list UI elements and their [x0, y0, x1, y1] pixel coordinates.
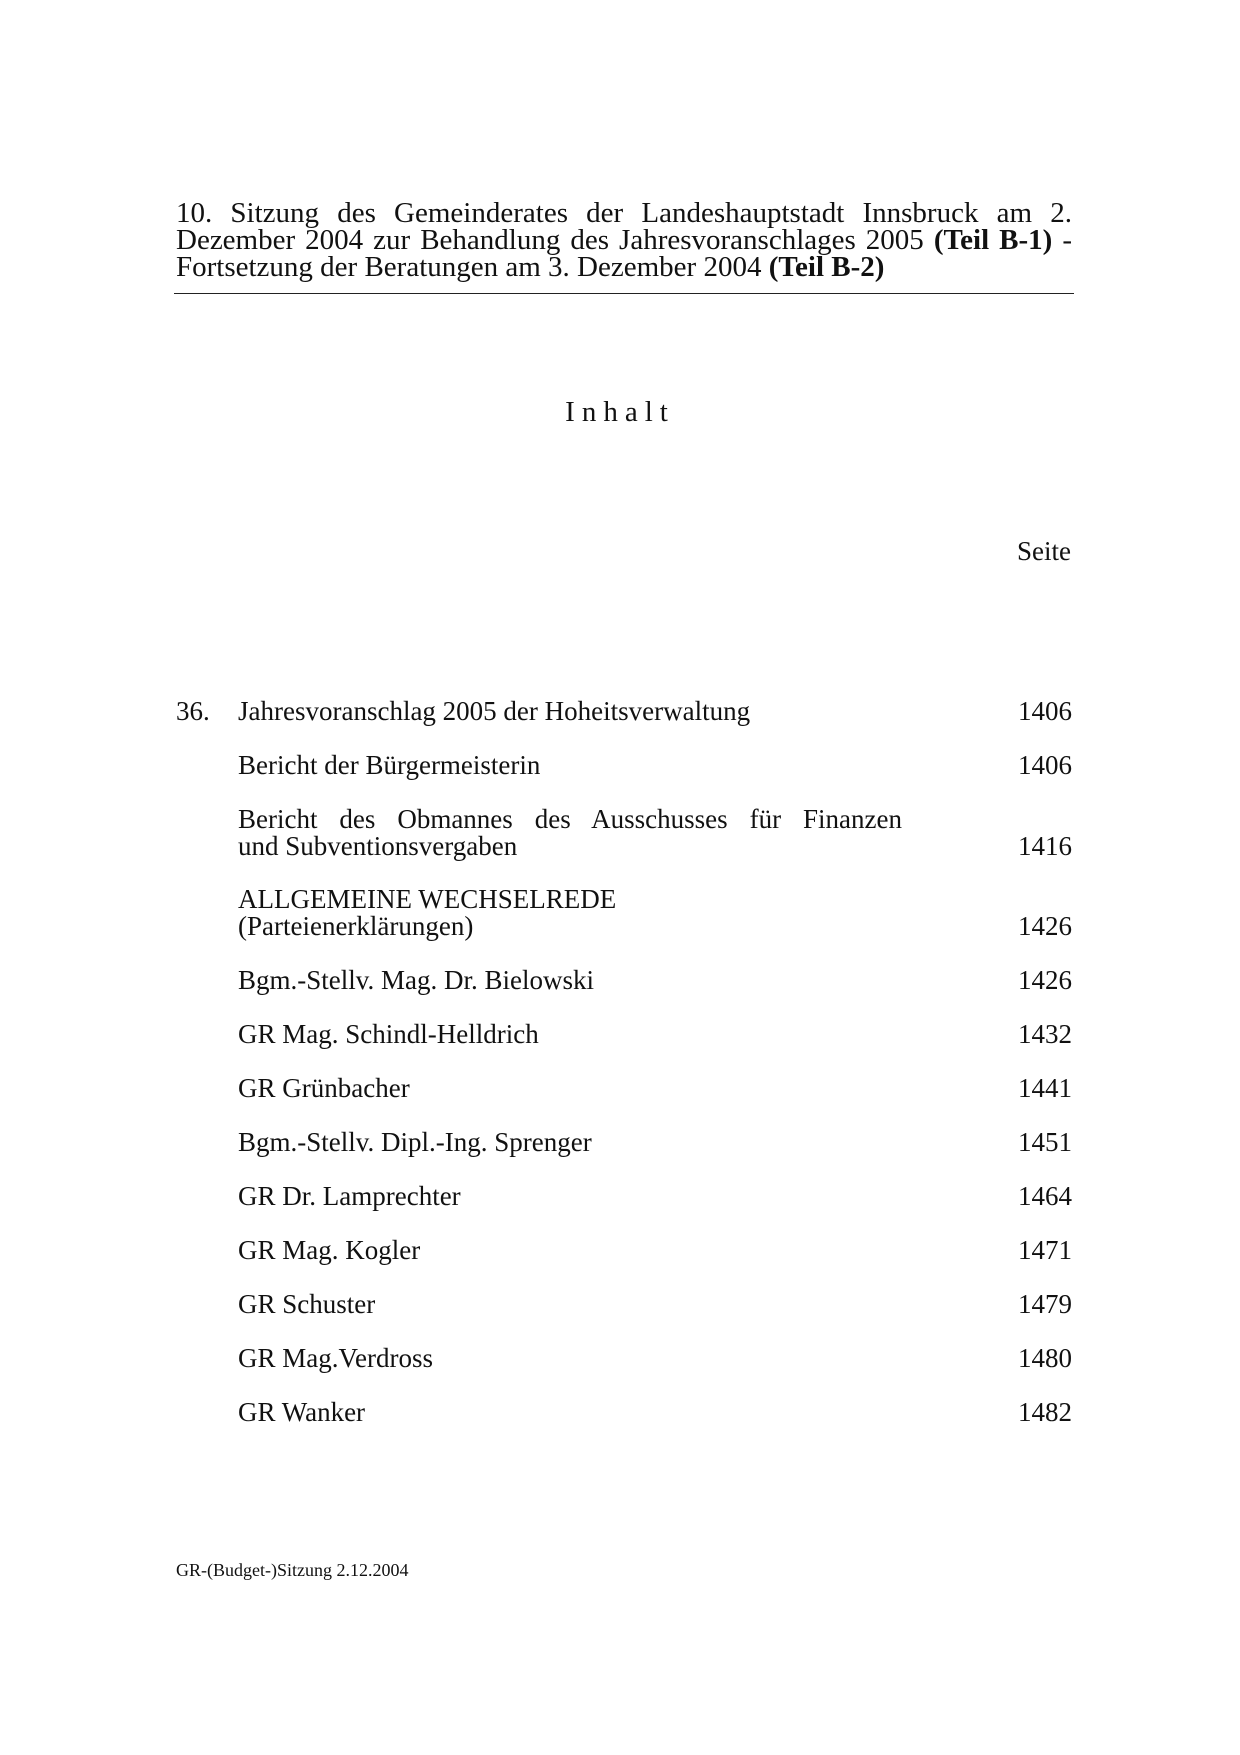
toc-entry-text: Bericht der Bürgermeisterin: [238, 750, 541, 780]
header-text-part2: - Fortsetzung der Beratungen am 3. Dezember 2004: [176, 224, 1072, 283]
toc-entry-page: 1471: [1018, 1235, 1072, 1265]
toc-entry-page: 1479: [1018, 1289, 1072, 1319]
toc-entry-text: GR Mag.Verdross: [238, 1343, 433, 1373]
toc-entry-page: 1441: [1018, 1073, 1072, 1103]
toc-entry-page: 1482: [1018, 1397, 1072, 1427]
toc-entry-number: 36.: [176, 696, 210, 726]
toc-title: Inhalt: [565, 396, 675, 428]
page-footer: GR-(Budget-)Sitzung 2.12.2004: [176, 1560, 409, 1580]
document-header: [176, 197, 1072, 283]
toc-entry-page: 1406: [1018, 750, 1072, 780]
toc-entry-text: GR Wanker: [238, 1397, 366, 1427]
toc-entry-text: Bgm.-Stellv. Dipl.-Ing. Sprenger: [238, 1127, 592, 1157]
toc-entry-page: 1416: [1018, 831, 1072, 861]
toc-entry-text: GR Mag. Kogler: [238, 1235, 421, 1265]
toc-entry-page: 1406: [1018, 696, 1072, 726]
toc-entry-text-line1: ALLGEMEINE WECHSELREDE: [238, 884, 617, 914]
toc-entry-text: GR Grünbacher: [238, 1073, 410, 1103]
header-part-b2-label: (Teil B-2): [768, 251, 885, 283]
toc-entry-text: GR Mag. Schindl-Helldrich: [238, 1019, 539, 1049]
toc-entry-page: 1426: [1018, 965, 1072, 995]
header-rule: [174, 293, 1074, 294]
toc-entry-text-line2: (Parteienerklärungen): [238, 911, 474, 941]
toc-entry-text: GR Dr. Lamprechter: [238, 1181, 461, 1211]
header-part-b1-label: (Teil B-1): [933, 224, 1053, 256]
toc-entry-page: 1426: [1018, 911, 1072, 941]
toc-entry-page: 1432: [1018, 1019, 1072, 1049]
toc-entry-text-line2: und Subventionsvergaben: [238, 831, 518, 861]
page-column-label: Seite: [1017, 536, 1071, 566]
toc-entry-text-line1: Bericht des Obmannes des Ausschusses für Finanzen: [238, 804, 902, 834]
toc-entry-text: Jahresvoranschlag 2005 der Hoheitsverwaltung: [238, 696, 751, 726]
toc-entry-text: GR Schuster: [238, 1289, 376, 1319]
header-text-part1: 10. Sitzung des Gemeinderates der Landeshauptstadt Innsbruck am 2. Dezember 2004 zur Behandlung des Jahresvoranschlages 2005: [176, 197, 1072, 256]
toc-entry-page: 1451: [1018, 1127, 1072, 1157]
toc-entry-page: 1480: [1018, 1343, 1072, 1373]
toc-entry-text: Bgm.-Stellv. Mag. Dr. Bielowski: [238, 965, 594, 995]
toc-entry-page: 1464: [1018, 1181, 1072, 1211]
